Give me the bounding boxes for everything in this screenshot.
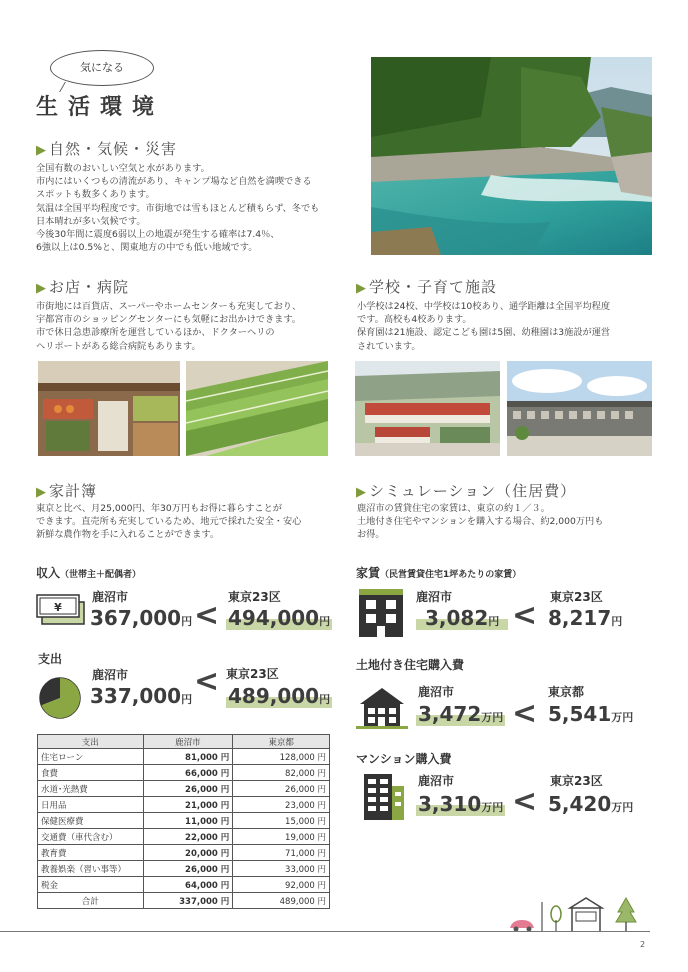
row-tokyo: 15,000 円 — [233, 813, 330, 829]
triangle-icon: ▶ — [36, 281, 47, 296]
nature-text: 全国有数のおいしい空気と水があります。 市内にはいくつもの清流があり、キャンプ場など自然を満喫できる スポットも数多くあります。 気温は全国平均程度です。市街地では雪もほとんど積もらず、冬でも 日本晴れが多い気候です。 今後30年間に震度6弱以上の地震が発生する確率は7.4％、 6強以上は0.5%と、関東地方の中でも低い地域です。 — [36, 163, 320, 254]
rent-kanuma-value: 3,082円 — [416, 606, 508, 630]
row-kanuma: 20,000 円 — [143, 845, 233, 861]
market-photo — [38, 361, 180, 456]
row-item: 水道･光熱費 — [38, 781, 144, 797]
total-kanuma: 337,000 円 — [143, 893, 233, 909]
rent-kanuma-label: 鹿沼市 — [416, 590, 453, 604]
budget-text: 東京と比べ、月25,000円、年30万円もお得に暮らすことが できます。直売所も充実しているため、地元で採れた安全・安心 新鮮な農作物を手に入れることができます。 — [36, 503, 302, 541]
row-tokyo: 33,000 円 — [233, 861, 330, 877]
table-row — [38, 749, 330, 765]
simulation-text: 鹿沼市の賃貸住宅の家賃は、東京の約１／３。 土地付き住宅やマンションを購入する場合、約2,000万円も お得。 — [357, 503, 604, 541]
income-kanuma-value: 367,000円 — [90, 606, 193, 630]
column-header: 東京都 — [233, 735, 330, 749]
house-tokyo-value: 5,541万円 — [548, 702, 634, 726]
condo-heading: マンション購入費 — [356, 752, 452, 766]
table-header-row — [38, 735, 330, 749]
row-kanuma: 22,000 円 — [143, 829, 233, 845]
condo-tokyo-value: 5,420万円 — [548, 792, 634, 816]
row-item: 教育費 — [38, 845, 144, 861]
row-kanuma: 81,000 円 — [143, 749, 233, 765]
school-building-photo — [507, 361, 652, 456]
expense-kanuma-value: 337,000円 — [90, 684, 193, 708]
condo-kanuma-label: 鹿沼市 — [418, 774, 455, 788]
expense-heading: 支出 — [38, 652, 63, 666]
row-item: 住宅ローン — [38, 749, 144, 765]
town-illustration — [508, 894, 642, 932]
schools-text: 小学校は24校、中学校は10校あり、通学距離は全国平均程度 です。高校も4校あります。 保育園は21施設、認定こども園は5園、幼稚園は3施設が運営 されています。 — [357, 301, 611, 352]
income-kanuma-label: 鹿沼市 — [92, 590, 129, 604]
row-item: 日用品 — [38, 797, 144, 813]
header-bubble: 気になる — [50, 50, 154, 86]
schools-title: ▶ 学校・子育て施設 — [356, 278, 498, 296]
income-tokyo-value: 494,000円 — [228, 606, 331, 630]
gate-icon — [570, 898, 602, 908]
expense-kanuma-label: 鹿沼市 — [92, 668, 129, 682]
house-kanuma-label: 鹿沼市 — [418, 685, 455, 699]
page-number: 2 — [640, 940, 646, 949]
table-row — [38, 877, 330, 893]
nature-title: ▶ 自然・気候・災害 — [36, 140, 178, 158]
table-row — [38, 845, 330, 861]
house-icon — [356, 686, 408, 730]
table-row — [38, 781, 330, 797]
income-tokyo-label: 東京23区 — [228, 590, 281, 604]
condo-compare: < — [512, 784, 538, 819]
total-item: 合計 — [38, 893, 144, 909]
table-row — [38, 813, 330, 829]
expense-compare: < — [194, 664, 220, 699]
column-header: 支出 — [38, 735, 144, 749]
house-tokyo-label: 東京都 — [548, 685, 585, 699]
car-icon — [510, 920, 534, 928]
triangle-icon: ▶ — [356, 485, 367, 500]
shops-title: ▶ お店・病院 — [36, 278, 130, 296]
row-tokyo: 82,000 円 — [233, 765, 330, 781]
row-tokyo: 71,000 円 — [233, 845, 330, 861]
rent-heading: 家賃（民営賃貸住宅1坪あたりの家賃） — [356, 566, 522, 580]
expense-tokyo-label: 東京23区 — [226, 667, 279, 681]
rent-tokyo-label: 東京23区 — [550, 590, 603, 604]
triangle-icon: ▶ — [36, 143, 47, 158]
budget-title: ▶ 家計簿 — [36, 482, 98, 500]
row-item: 交通費（車代含む） — [38, 829, 144, 845]
simulation-title: ▶ シミュレーション（住居費） — [356, 482, 577, 500]
row-tokyo: 92,000 円 — [233, 877, 330, 893]
rent-compare: < — [512, 598, 538, 633]
school-aerial-photo — [355, 361, 500, 456]
vegetable-photo — [186, 361, 328, 456]
pine-tree-icon — [616, 898, 636, 922]
row-tokyo: 26,000 円 — [233, 781, 330, 797]
rent-tokyo-value: 8,217円 — [548, 606, 623, 630]
table-row — [38, 797, 330, 813]
row-kanuma: 26,000 円 — [143, 861, 233, 877]
table-row — [38, 829, 330, 845]
page-title: 生活環境 — [36, 95, 165, 120]
table-row — [38, 861, 330, 877]
row-kanuma: 21,000 円 — [143, 797, 233, 813]
condo-icon — [362, 772, 406, 822]
row-item: 保健医療費 — [38, 813, 144, 829]
table-row — [38, 765, 330, 781]
row-tokyo: 128,000 円 — [233, 749, 330, 765]
total-tokyo: 489,000 円 — [233, 893, 330, 909]
table-total-row — [38, 893, 330, 909]
house-heading: 土地付き住宅購入費 — [356, 658, 465, 672]
condo-tokyo-label: 東京23区 — [550, 774, 603, 788]
row-kanuma: 64,000 円 — [143, 877, 233, 893]
triangle-icon: ▶ — [356, 281, 367, 296]
condo-kanuma-value: 3,310万円 — [418, 792, 504, 816]
row-tokyo: 19,000 円 — [233, 829, 330, 845]
footer-divider — [0, 931, 650, 932]
house-compare: < — [512, 696, 538, 731]
money-icon — [36, 592, 86, 628]
row-item: 教養娯楽（習い事等） — [38, 861, 144, 877]
tree-icon — [551, 906, 561, 922]
expense-tokyo-value: 489,000円 — [228, 684, 331, 708]
row-tokyo: 23,000 円 — [233, 797, 330, 813]
expense-table — [37, 734, 330, 909]
apartment-icon — [358, 588, 404, 638]
income-compare: < — [194, 598, 220, 633]
river-photo — [371, 57, 652, 255]
row-kanuma: 11,000 円 — [143, 813, 233, 829]
row-kanuma: 66,000 円 — [143, 765, 233, 781]
row-item: 食費 — [38, 765, 144, 781]
house-kanuma-value: 3,472万円 — [418, 702, 504, 726]
row-item: 税金 — [38, 877, 144, 893]
row-kanuma: 26,000 円 — [143, 781, 233, 797]
pie-icon — [38, 676, 82, 720]
shops-text: 市街地には百貨店、スーパーやホームセンターも充実しており、 宇都宮市のショッピングセンターにも気軽にお出かけできます。 市で休日急患診療所を運営しているほか、ドクターヘリの ヘリポートがある総合病院もあります。 — [36, 301, 302, 352]
column-header: 鹿沼市 — [143, 735, 233, 749]
triangle-icon: ▶ — [36, 485, 47, 500]
yen-glyph: ¥ — [54, 601, 62, 614]
income-heading: 収入（世帯主＋配偶者） — [36, 566, 142, 580]
